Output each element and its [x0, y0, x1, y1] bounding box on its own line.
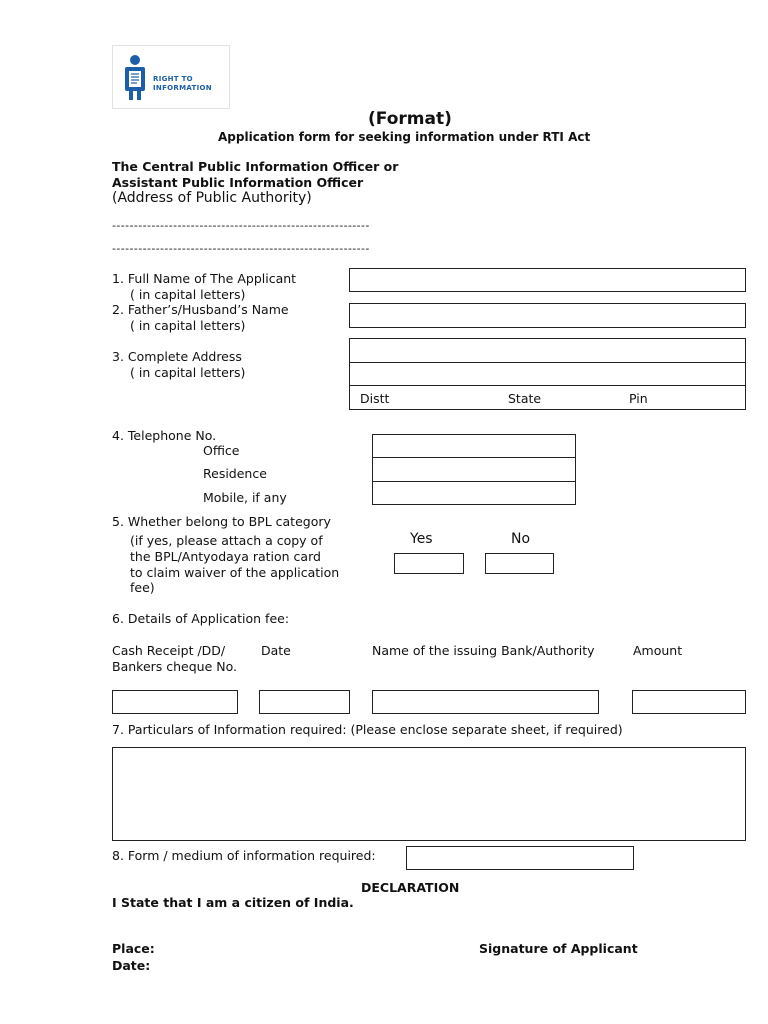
q6-label: 6. Details of Application fee: [112, 611, 290, 626]
residence-label: Residence [203, 466, 267, 481]
q3-sublabel: ( in capital letters) [130, 365, 246, 380]
mobile-label: Mobile, if any [203, 490, 287, 505]
declaration-statement: I State that I am a citizen of India. [112, 895, 354, 910]
office-phone-field[interactable] [372, 434, 576, 458]
bpl-yes-label: Yes [410, 531, 433, 547]
addressee-line1: The Central Public Information Officer or [112, 159, 399, 174]
bpl-no-label: No [511, 531, 531, 547]
q1-sublabel: ( in capital letters) [130, 287, 246, 302]
format-heading: (Format) [368, 109, 452, 129]
fee-col-amount: Amount [633, 643, 683, 658]
information-medium-field[interactable] [406, 846, 634, 870]
issuing-bank-field[interactable] [372, 690, 599, 714]
full-name-field[interactable] [349, 268, 746, 292]
q5-line2: (if yes, please attach a copy of [130, 533, 323, 548]
bpl-no-checkbox[interactable] [485, 553, 554, 574]
q5-line3: the BPL/Antyodaya ration card [130, 549, 321, 564]
q3-label: 3. Complete Address [112, 349, 242, 364]
q5-line5: fee) [130, 580, 155, 595]
fee-col-receipt-line1: Cash Receipt /DD/ [112, 643, 226, 658]
office-label: Office [203, 443, 240, 458]
q1-label: 1. Full Name of The Applicant [112, 271, 297, 286]
q2-label: 2. Father’s/Husband’s Name [112, 302, 289, 317]
document-person-icon [121, 54, 149, 102]
receipt-number-field[interactable] [112, 690, 238, 714]
state-label: State [508, 391, 542, 406]
fee-col-date: Date [261, 643, 291, 658]
logo-text-line2: INFORMATION [153, 84, 212, 92]
residence-phone-field[interactable] [372, 457, 576, 482]
address-dash-line-1: ----------------------------------------------------------- [112, 219, 370, 232]
mobile-phone-field[interactable] [372, 481, 576, 505]
address-line-field[interactable] [349, 362, 746, 386]
q5-label: 5. Whether belong to BPL category [112, 514, 331, 529]
father-husband-name-field[interactable] [349, 303, 746, 328]
form-subtitle: Application form for seeking information under RTI Act [218, 130, 591, 144]
information-required-textarea[interactable] [112, 747, 746, 841]
fee-date-field[interactable] [259, 690, 350, 714]
q5-line4: to claim waiver of the application [130, 565, 340, 580]
address-field-group [349, 338, 746, 410]
q8-label: 8. Form / medium of information required: [112, 848, 376, 863]
distt-label: Distt [360, 391, 390, 406]
pin-label: Pin [629, 391, 648, 406]
date-label: Date: [112, 958, 151, 973]
declaration-title: DECLARATION [361, 880, 460, 895]
rti-logo [112, 45, 230, 109]
amount-field[interactable] [632, 690, 746, 714]
q4-label: 4. Telephone No. [112, 428, 217, 443]
addressee-line2: Assistant Public Information Officer [112, 175, 364, 190]
logo-text-line1: RIGHT TO [153, 75, 193, 83]
address-dash-line-2: ----------------------------------------------------------- [112, 242, 370, 255]
fee-col-receipt-line2: Bankers cheque No. [112, 659, 238, 674]
place-label: Place: [112, 941, 155, 956]
bpl-yes-checkbox[interactable] [394, 553, 464, 574]
addressee-line3: (Address of Public Authority) [112, 190, 312, 206]
q2-sublabel: ( in capital letters) [130, 318, 246, 333]
signature-label: Signature of Applicant [479, 941, 638, 956]
q7-label: 7. Particulars of Information required: (Please enclose separate sheet, if required) [112, 722, 623, 737]
fee-col-bank: Name of the issuing Bank/Authority [372, 643, 595, 658]
